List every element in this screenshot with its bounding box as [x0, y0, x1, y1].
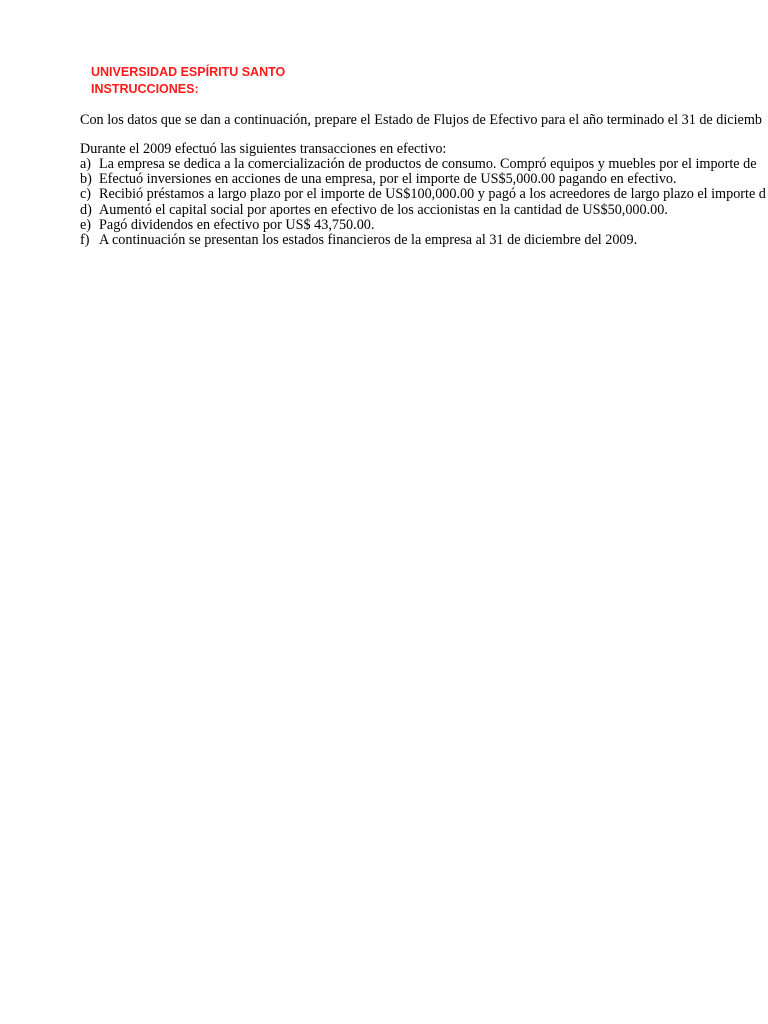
list-item	[80, 233, 766, 248]
list-item-marker: b)	[80, 171, 92, 188]
list-item	[80, 203, 766, 218]
list-item-marker: d)	[80, 201, 92, 218]
list-item-text: La empresa se dedica a la comercialización de productos de consumo. Compró equipos y muebles por el importe de	[99, 156, 757, 172]
list-item	[80, 172, 766, 187]
list-item	[80, 157, 766, 172]
university-name: UNIVERSIDAD ESPÍRITU SANTO	[91, 65, 286, 79]
list-item-text: Recibió préstamos a largo plazo por el importe de US$100,000.00 y pagó a los acreedores de largo plazo el importe d	[99, 186, 766, 203]
list-item-marker: c)	[80, 186, 92, 203]
document-header	[91, 64, 285, 98]
list-item-marker: a)	[80, 156, 92, 172]
list-item-text: Efectuó inversiones en acciones de una empresa, por el importe de US$5,000.00 pagando en efectivo.	[99, 171, 677, 188]
instructions-label: INSTRUCCIONES:	[91, 82, 199, 96]
list-item	[80, 187, 766, 202]
list-item	[80, 218, 766, 233]
list-item-text: A continuación se presentan los estados financieros de la empresa al 31 de diciembre del 2009.	[99, 232, 638, 249]
transactions-intro: Durante el 2009 efectuó las siguientes transacciones en efectivo:	[80, 141, 447, 157]
transactions-list	[80, 157, 766, 248]
intro-paragraph: Con los datos que se dan a continuación, prepare el Estado de Flujos de Efectivo para el año terminado el 31 de diciemb	[80, 112, 762, 128]
list-item-text: Pagó dividendos en efectivo por US$ 43,750.00.	[99, 216, 375, 233]
list-item-text: Aumentó el capital social por aportes en efectivo de los accionistas en la cantidad de US$50,000.00.	[99, 201, 668, 218]
list-item-marker: e)	[80, 216, 92, 233]
list-item-marker: f)	[80, 232, 90, 249]
